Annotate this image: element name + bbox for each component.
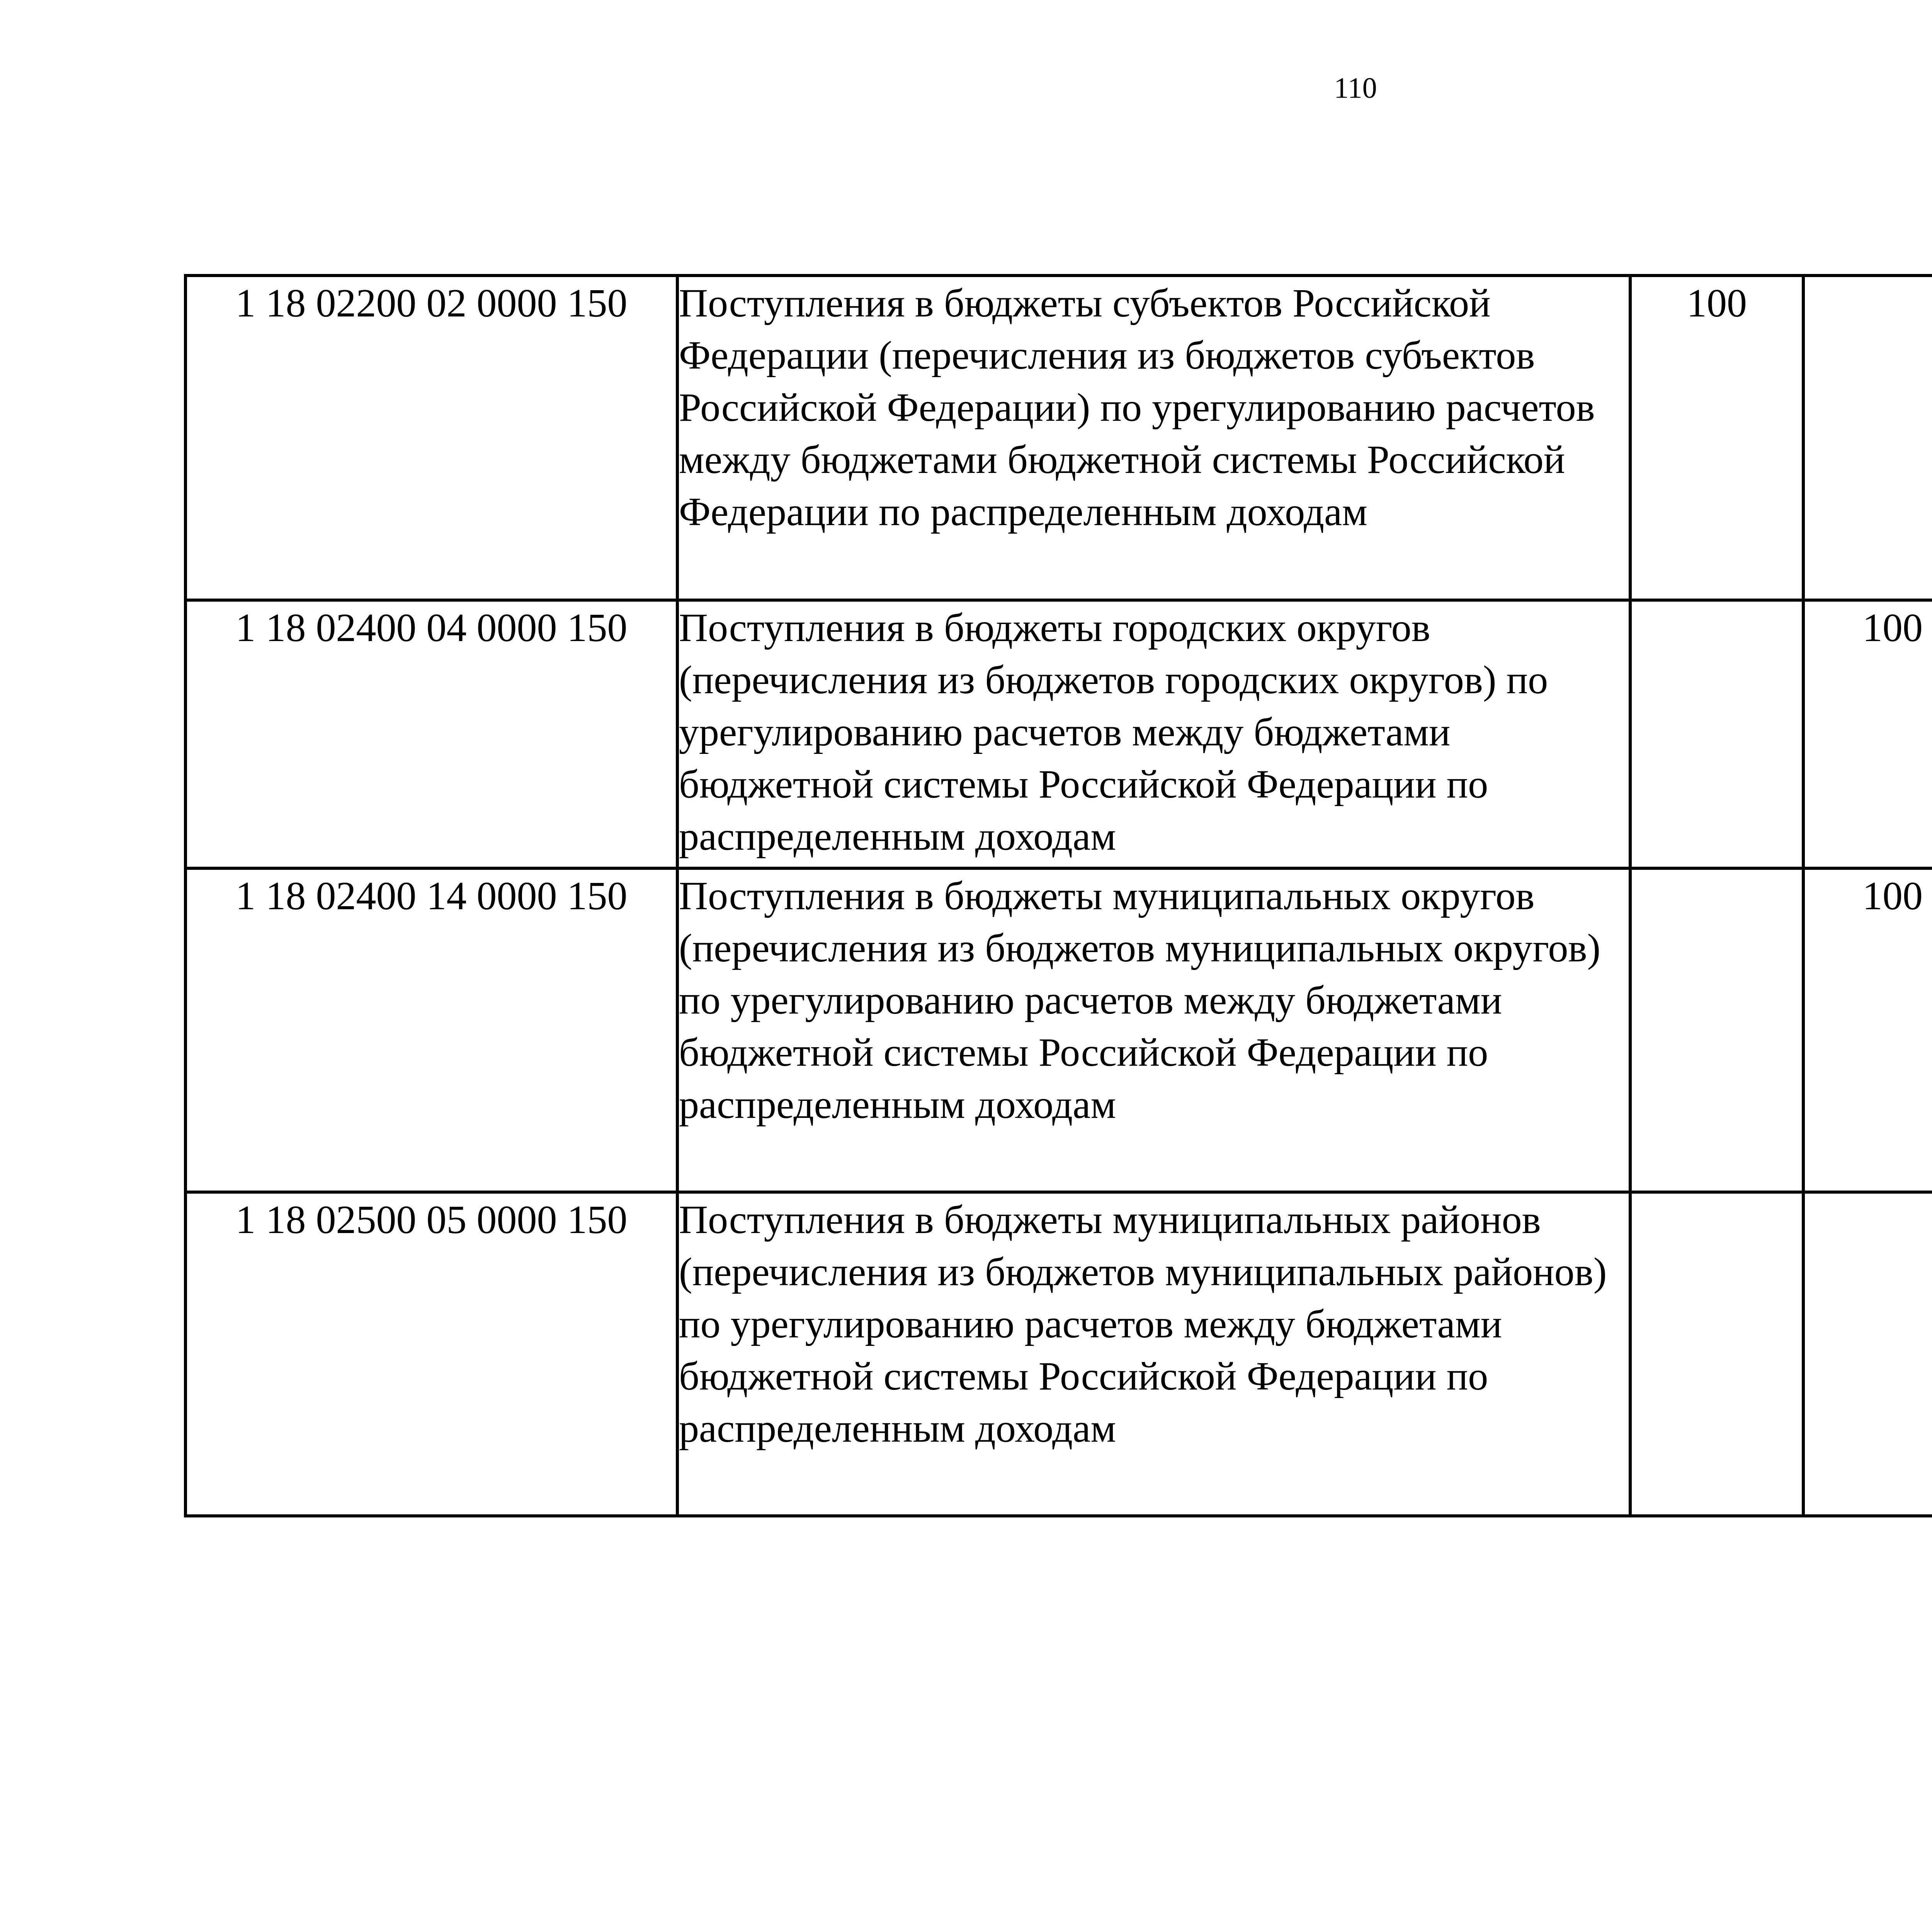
revenue-name-cell: Поступления в бюджеты городских округов (перечисления из бюджетов городских округов) по урегулированию расчетов между бюджетами бюджетной системы Российской Федерации по распределенным доходам xyxy=(677,600,1630,868)
table-row xyxy=(185,276,1932,600)
value-cell-col-2 xyxy=(1803,1192,1932,1516)
value-cell-col-2 xyxy=(1803,276,1932,600)
page-number: 110 xyxy=(1334,72,1377,104)
revenue-name-cell: Поступления в бюджеты субъектов Российской Федерации (перечисления из бюджетов субъектов Российской Федерации) по урегулированию расчетов между бюджетами бюджетной системы Российской Федерации по распределенным доходам xyxy=(677,276,1630,600)
budget-code-cell: 1 18 02500 05 0000 150 xyxy=(185,1192,677,1516)
table-row xyxy=(185,1192,1932,1516)
value-cell-col-1 xyxy=(1630,868,1803,1192)
table-row xyxy=(185,600,1932,868)
budget-code-cell: 1 18 02400 14 0000 150 xyxy=(185,868,677,1192)
value-cell-col-2: 100 xyxy=(1803,600,1932,868)
revenue-name-cell: Поступления в бюджеты муниципальных районов (перечисления из бюджетов муниципальных районов) по урегулированию расчетов между бюджетами бюджетной системы Российской Федерации по распределенным доходам xyxy=(677,1192,1630,1516)
revenue-name-cell: Поступления в бюджеты муниципальных округов (перечисления из бюджетов муниципальных округов) по урегулированию расчетов между бюджетами бюджетной системы Российской Федерации по распределенным доходам xyxy=(677,868,1630,1192)
value-cell-col-2: 100 xyxy=(1803,868,1932,1192)
table-row xyxy=(185,868,1932,1192)
budget-code-cell: 1 18 02400 04 0000 150 xyxy=(185,600,677,868)
value-cell-col-1 xyxy=(1630,600,1803,868)
budget-revenue-table xyxy=(184,274,1932,1517)
value-cell-col-1 xyxy=(1630,1192,1803,1516)
budget-code-cell: 1 18 02200 02 0000 150 xyxy=(185,276,677,600)
value-cell-col-1: 100 xyxy=(1630,276,1803,600)
